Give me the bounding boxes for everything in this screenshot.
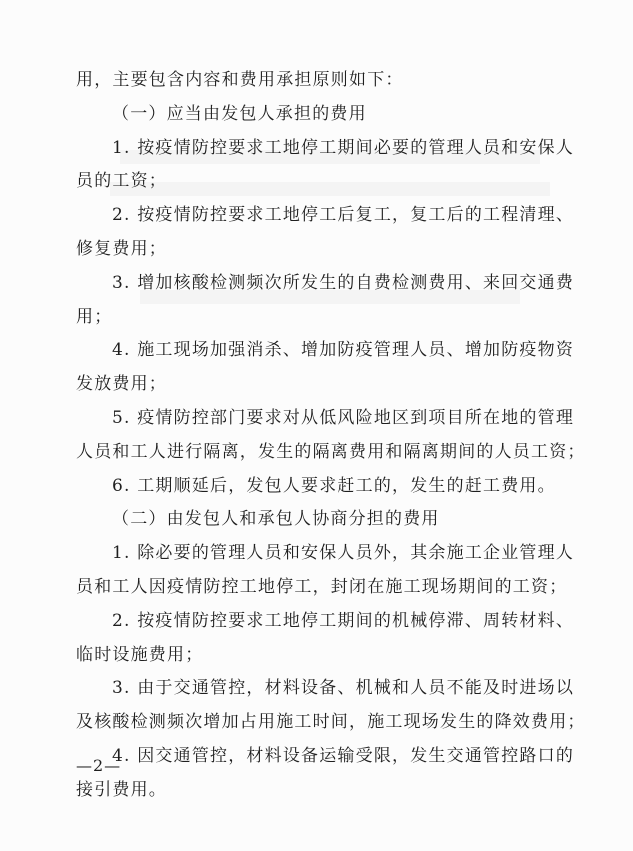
section-heading-2: （二）由发包人和承包人协商分担的费用 (112, 509, 440, 530)
text-line: 用，主要包含内容和费用承担原则如下： (76, 70, 404, 90)
text-line: 3. 由于交通管控，材料设备、机械和人员不能及时进场以 (112, 678, 575, 699)
text-line: 及核酸检测频次增加占用施工时间，施工现场发生的降效费用； (76, 712, 586, 733)
text-line: 2. 按疫情防控要求工地停工期间的机械停滞、周转材料、 (112, 610, 575, 631)
text-line: 4. 因交通管控，材料设备运输受限，发生交通管控路口的 (112, 745, 575, 766)
document-body (76, 64, 586, 808)
text-line: 1. 按疫情防控要求工地停工期间必要的管理人员和安保人 (112, 137, 575, 158)
text-line: 人员和工人进行隔离，发生的隔离费用和隔离期间的人员工资； (76, 441, 586, 462)
section-heading-1: （一）应当由发包人承担的费用 (112, 103, 367, 124)
text-line: 接引费用。 (76, 779, 167, 800)
text-line: 2. 按疫情防控要求工地停工后复工，复工后的工程清理、 (112, 205, 575, 226)
page-number: —2— (76, 756, 122, 775)
text-line: 发放费用； (76, 374, 167, 395)
text-line: 修复费用； (76, 238, 167, 259)
text-line: 员的工资； (76, 171, 167, 192)
text-line: 5. 疫情防控部门要求对从低风险地区到项目所在地的管理 (112, 407, 575, 428)
text-line: 4. 施工现场加强消杀、增加防疫管理人员、增加防疫物资 (112, 340, 575, 361)
text-line: 员和工人因疫情防控工地停工，封闭在施工现场期间的工资； (76, 576, 568, 597)
text-line: 6. 工期顺延后，发包人要求赶工的，发生的赶工费用。 (112, 475, 556, 496)
text-line: 3. 增加核酸检测频次所发生的自费检测费用、来回交通费 (112, 272, 575, 293)
text-line: 临时设施费用； (76, 644, 204, 665)
text-line: 1. 除必要的管理人员和安保人员外，其余施工企业管理人 (112, 543, 575, 564)
text-line: 用； (76, 306, 113, 327)
